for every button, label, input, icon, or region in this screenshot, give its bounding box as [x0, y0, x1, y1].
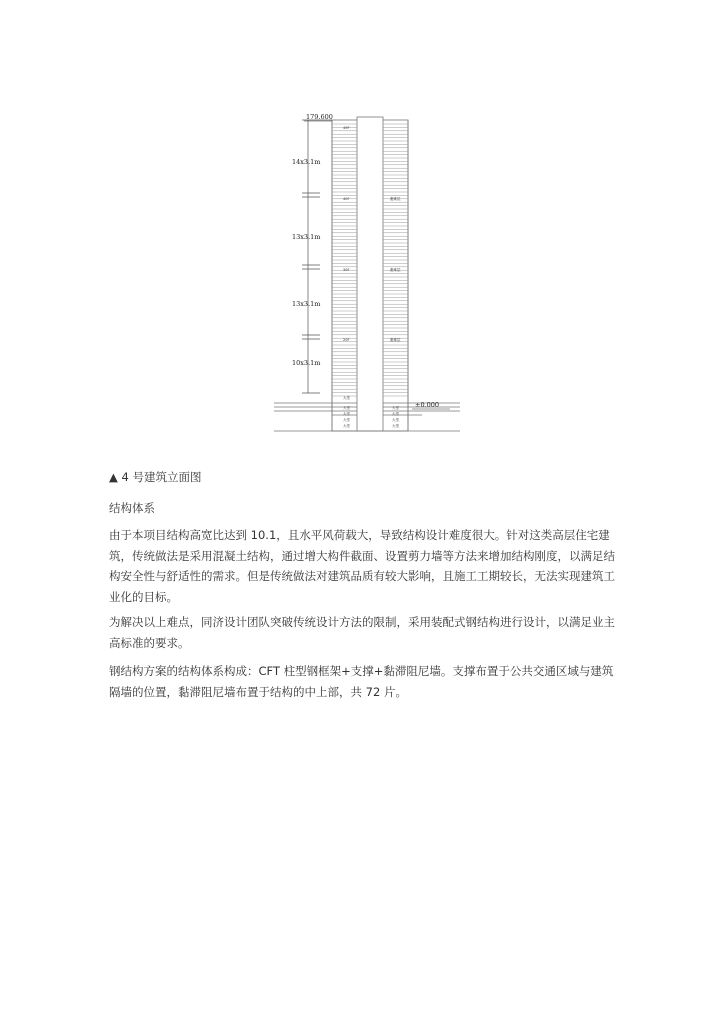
floor-mark: 30F — [343, 268, 350, 272]
lobby-label: 大堂 — [392, 418, 399, 422]
paragraph: 为解决以上难点，同济设计团队突破传统设计方法的限制，采用装配式钢结构进行设计，以满足业主高标准的要求。 — [109, 615, 615, 650]
floor-mark: 20F — [343, 338, 350, 342]
segment-label: 14x3.1m — [292, 158, 321, 166]
floor-mark: 49F — [343, 126, 350, 130]
segment-label: 10x3.1m — [292, 359, 321, 367]
lobby-label: 大堂 — [343, 418, 350, 422]
refuge-floor-label: 避难层 — [390, 338, 401, 342]
floor-mark: 40F — [343, 197, 350, 201]
segment-label: 13x3.1m — [292, 233, 321, 241]
lobby-label: 大堂 — [343, 396, 350, 400]
lobby-label: 大堂 — [343, 406, 350, 410]
ground-elevation-label: ±0.000 — [415, 401, 440, 409]
figure-caption: ▲ 4 号建筑立面图 — [109, 470, 202, 484]
building-elevation-figure — [272, 108, 462, 434]
lobby-label: 大堂 — [343, 424, 350, 428]
lobby-label: 大堂 — [392, 412, 399, 416]
paragraph: 钢结构方案的结构体系构成：CFT 柱型钢框架+支撑+黏滞阻尼墙。支撑布置于公共交通区域与建筑隔墙的位置，黏滞阻尼墙布置于结构的中上部，共 72 片。 — [109, 664, 614, 699]
segment-label: 13x3.1m — [292, 300, 321, 308]
paragraph: 由于本项目结构高宽比达到 10.1，且水平风荷载大，导致结构设计难度很大。针对这类高层住宅建筑，传统做法是采用混凝土结构，通过增大构件截面、设置剪力墙等方法来增加结构刚度，以满足结构安全性与舒适性的需求。但是传统做法对建筑品质有较大影响，且施工工期较长，无法实现建筑工业化的目标。 — [109, 528, 615, 604]
top-elevation-label: 179.600 — [306, 113, 333, 121]
lobby-label: 大堂 — [343, 412, 350, 416]
lobby-label: 大堂 — [392, 406, 399, 410]
lobby-label: 大堂 — [392, 424, 399, 428]
refuge-floor-label: 避难层 — [390, 268, 401, 272]
refuge-floor-label: 避难层 — [390, 197, 401, 201]
section-heading: 结构体系 — [109, 501, 155, 515]
